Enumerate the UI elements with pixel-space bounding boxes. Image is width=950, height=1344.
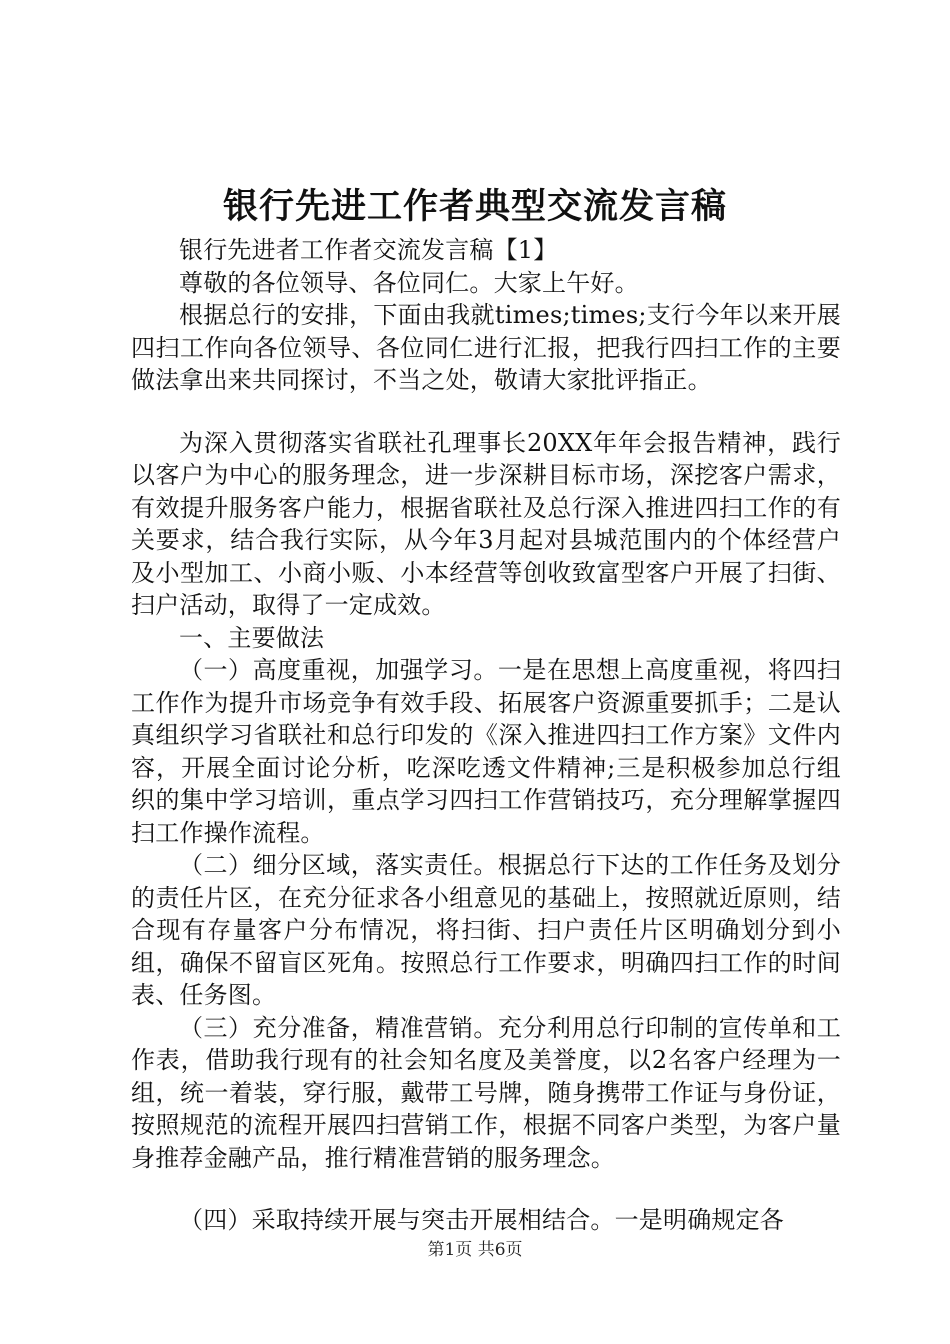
document-body — [131, 234, 841, 1237]
paragraph-method-1: （一）高度重视，加强学习。一是在思想上高度重视，将四扫工作作为提升市场竞争有效手段、拓展客户资源重要抓手；二是认真组织学习省联社和总行印发的《深入推进四扫工作方案》文件内容，开展全面讨论分析，吃深吃透文件精神;三是积极参加总行组织的集中学习培训，重点学习四扫工作营销技巧，充分理解掌握四扫工作操作流程。 — [131, 656, 841, 847]
paragraph-background: 为深入贯彻落实省联社孔理事长20XX年年会报告精神，践行以客户为中心的服务理念，进一步深耕目标市场，深挖客户需求，有效提升服务客户能力，根据省联社及总行深入推进四扫工作的有关要求，结合我行实际，从今年3月起对县城范围内的个体经营户及小型加工、小商小贩、小本经营等创收致富型客户开展了扫街、扫户活动，取得了一定成效。 — [131, 428, 841, 619]
section-heading-main-methods: 一、主要做法 — [179, 623, 325, 652]
paragraph-method-4: （四）采取持续开展与突击开展相结合。一是明确规定各 — [179, 1206, 784, 1234]
document-title: 银行先进工作者典型交流发言稿 — [222, 186, 727, 227]
paragraph-method-3: （三）充分准备，精准营销。充分利用总行印制的宣传单和工作表，借助我行现有的社会知名度及美誉度，以2名客户经理为一组，统一着装，穿行服，戴带工号牌，随身携带工作证与身份证，按照规范的流程开展四扫营销工作，根据不同客户类型，为客户量身推荐金融产品，推行精准营销的服务理念。 — [131, 1013, 841, 1172]
paragraph-method-2: （二）细分区域，落实责任。根据总行下达的工作任务及划分的责任片区，在充分征求各小组意见的基础上，按照就近原则，结合现有存量客户分布情况，将扫街、扫户责任片区明确划分到小组，确保不留盲区死角。按照总行工作要求，明确四扫工作的时间表、任务图。 — [131, 851, 841, 1009]
page-number-footer: 第1页 共6页 — [427, 1240, 523, 1260]
paragraph-subtitle: 银行先进者工作者交流发言稿【1】 — [179, 236, 558, 264]
paragraph-intro: 根据总行的安排，下面由我就times;times;支行今年以来开展四扫工作向各位领导、各位同仁进行汇报，把我行四扫工作的主要做法拿出来共同探讨，不当之处，敬请大家批评指正。 — [131, 301, 841, 394]
paragraph-greeting: 尊敬的各位领导、各位同仁。大家上午好。 — [179, 268, 639, 297]
